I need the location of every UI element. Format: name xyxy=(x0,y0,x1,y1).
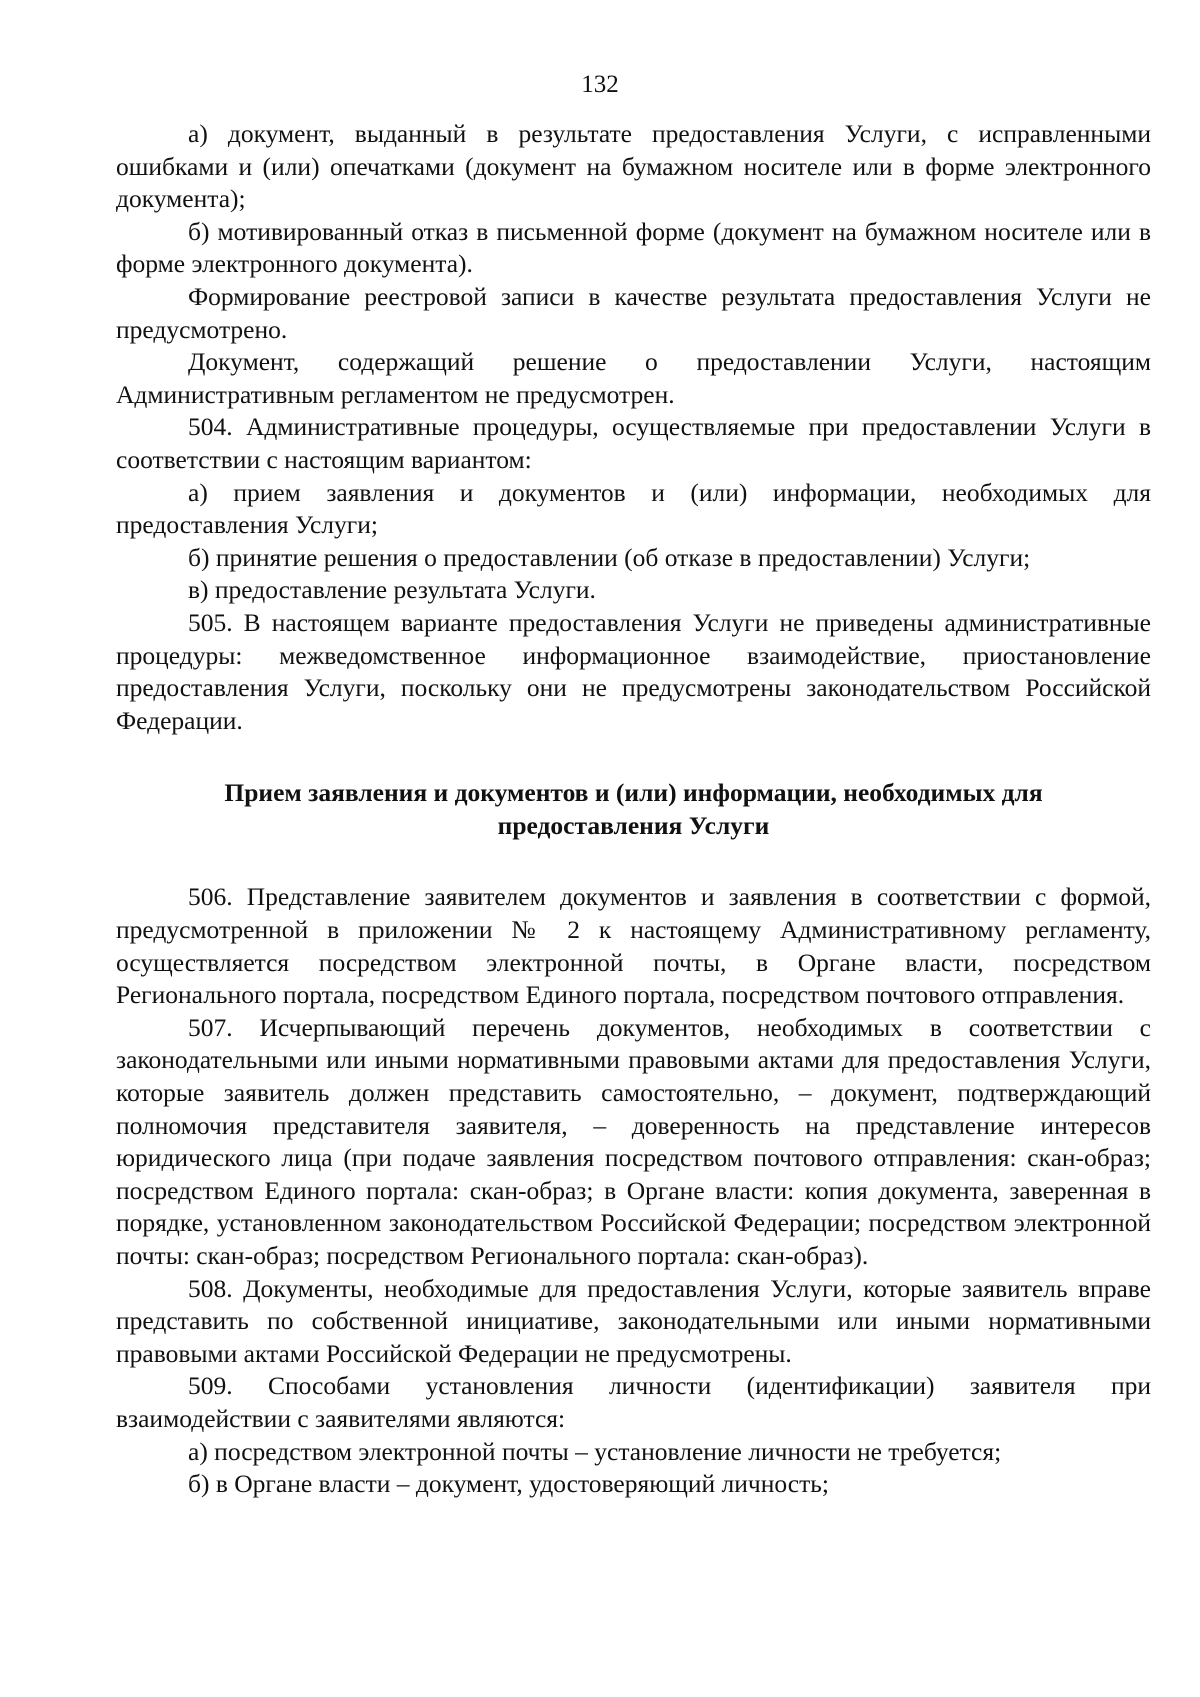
paragraph: в) предоставление результата Услуги. xyxy=(188,575,596,605)
paragraph: Формирование реестровой записи в качестве результата предоставления Услуги не предусмотрено. xyxy=(116,281,1151,344)
paragraph: б) в Органе власти – документ, удостоверяющий личность; xyxy=(188,1469,829,1499)
paragraph: а) посредством электронной почты – установление личности не требуется; xyxy=(188,1436,1002,1466)
paragraph: б) мотивированный отказ в письменной форме (документ на бумажном носителе или в форме электронного документа). xyxy=(116,216,1151,279)
paragraph-508: 508. Документы, необходимые для предоставления Услуги, которые заявитель вправе представить по собственной инициативе, законодательными или иными нормативными правовыми актами Российской Федерации не предусмотрены. xyxy=(116,1273,1151,1368)
section-heading: Прием заявления и документов и (или) информации, необходимых для предоставления Услуги xyxy=(224,778,1043,840)
paragraph: б) принятие решения о предоставлении (об отказе в предоставлении) Услуги; xyxy=(188,542,1031,572)
paragraph: а) документ, выданный в результате предоставления Услуги, с исправленными ошибками и (или) опечатками (документ на бумажном носителе или в форме электронного документа); xyxy=(116,119,1151,214)
paragraph: а) прием заявления и документов и (или) информации, необходимых для предоставления Услуги; xyxy=(116,477,1151,540)
paragraph-505: 505. В настоящем варианте предоставления Услуги не приведены административные процедуры: межведомственное информационное взаимодействие, приостановление предоставления Услуги, поскольку они не предусмотрены законодательством Российской Федерации. xyxy=(116,607,1151,735)
page-number: 132 xyxy=(581,71,619,98)
document-body xyxy=(116,118,1151,1501)
paragraph-509: 509. Способами установления личности (идентификации) заявителя при взаимодействии с заявителями являются: xyxy=(116,1371,1151,1433)
paragraph-506: 506. Представление заявителем документов и заявления в соответствии с формой, предусмотренной в приложении № 2 к настоящему Административному регламенту, осуществляется посредством электронной почты, в Органе власти, посредством Регионального портала, посредством Единого портала, посредством почтового отправления. xyxy=(116,882,1151,1010)
paragraph-504: 504. Административные процедуры, осуществляемые при предоставлении Услуги в соответствии с настоящим вариантом: xyxy=(116,412,1151,474)
paragraph: Документ, содержащий решение о предоставлении Услуги, настоящим Административным регламентом не предусмотрен. xyxy=(116,347,1151,409)
paragraph-507: 507. Исчерпывающий перечень документов, необходимых в соответствии с законодательными или иными нормативными правовыми актами для предоставления Услуги, которые заявитель должен представить самостоятельно, – документ, подтверждающий полномочия представителя заявителя, – доверенность на представление интересов юридического лица (при подаче заявления посредством почтового отправления: скан-образ; посредством Единого портала: скан-образ; в Органе власти: копия документа, заверенная в порядке, установленном законодательством Российской Федерации; посредством электронной почты: скан-образ; посредством Регионального портала: скан-образ). xyxy=(116,1012,1151,1270)
